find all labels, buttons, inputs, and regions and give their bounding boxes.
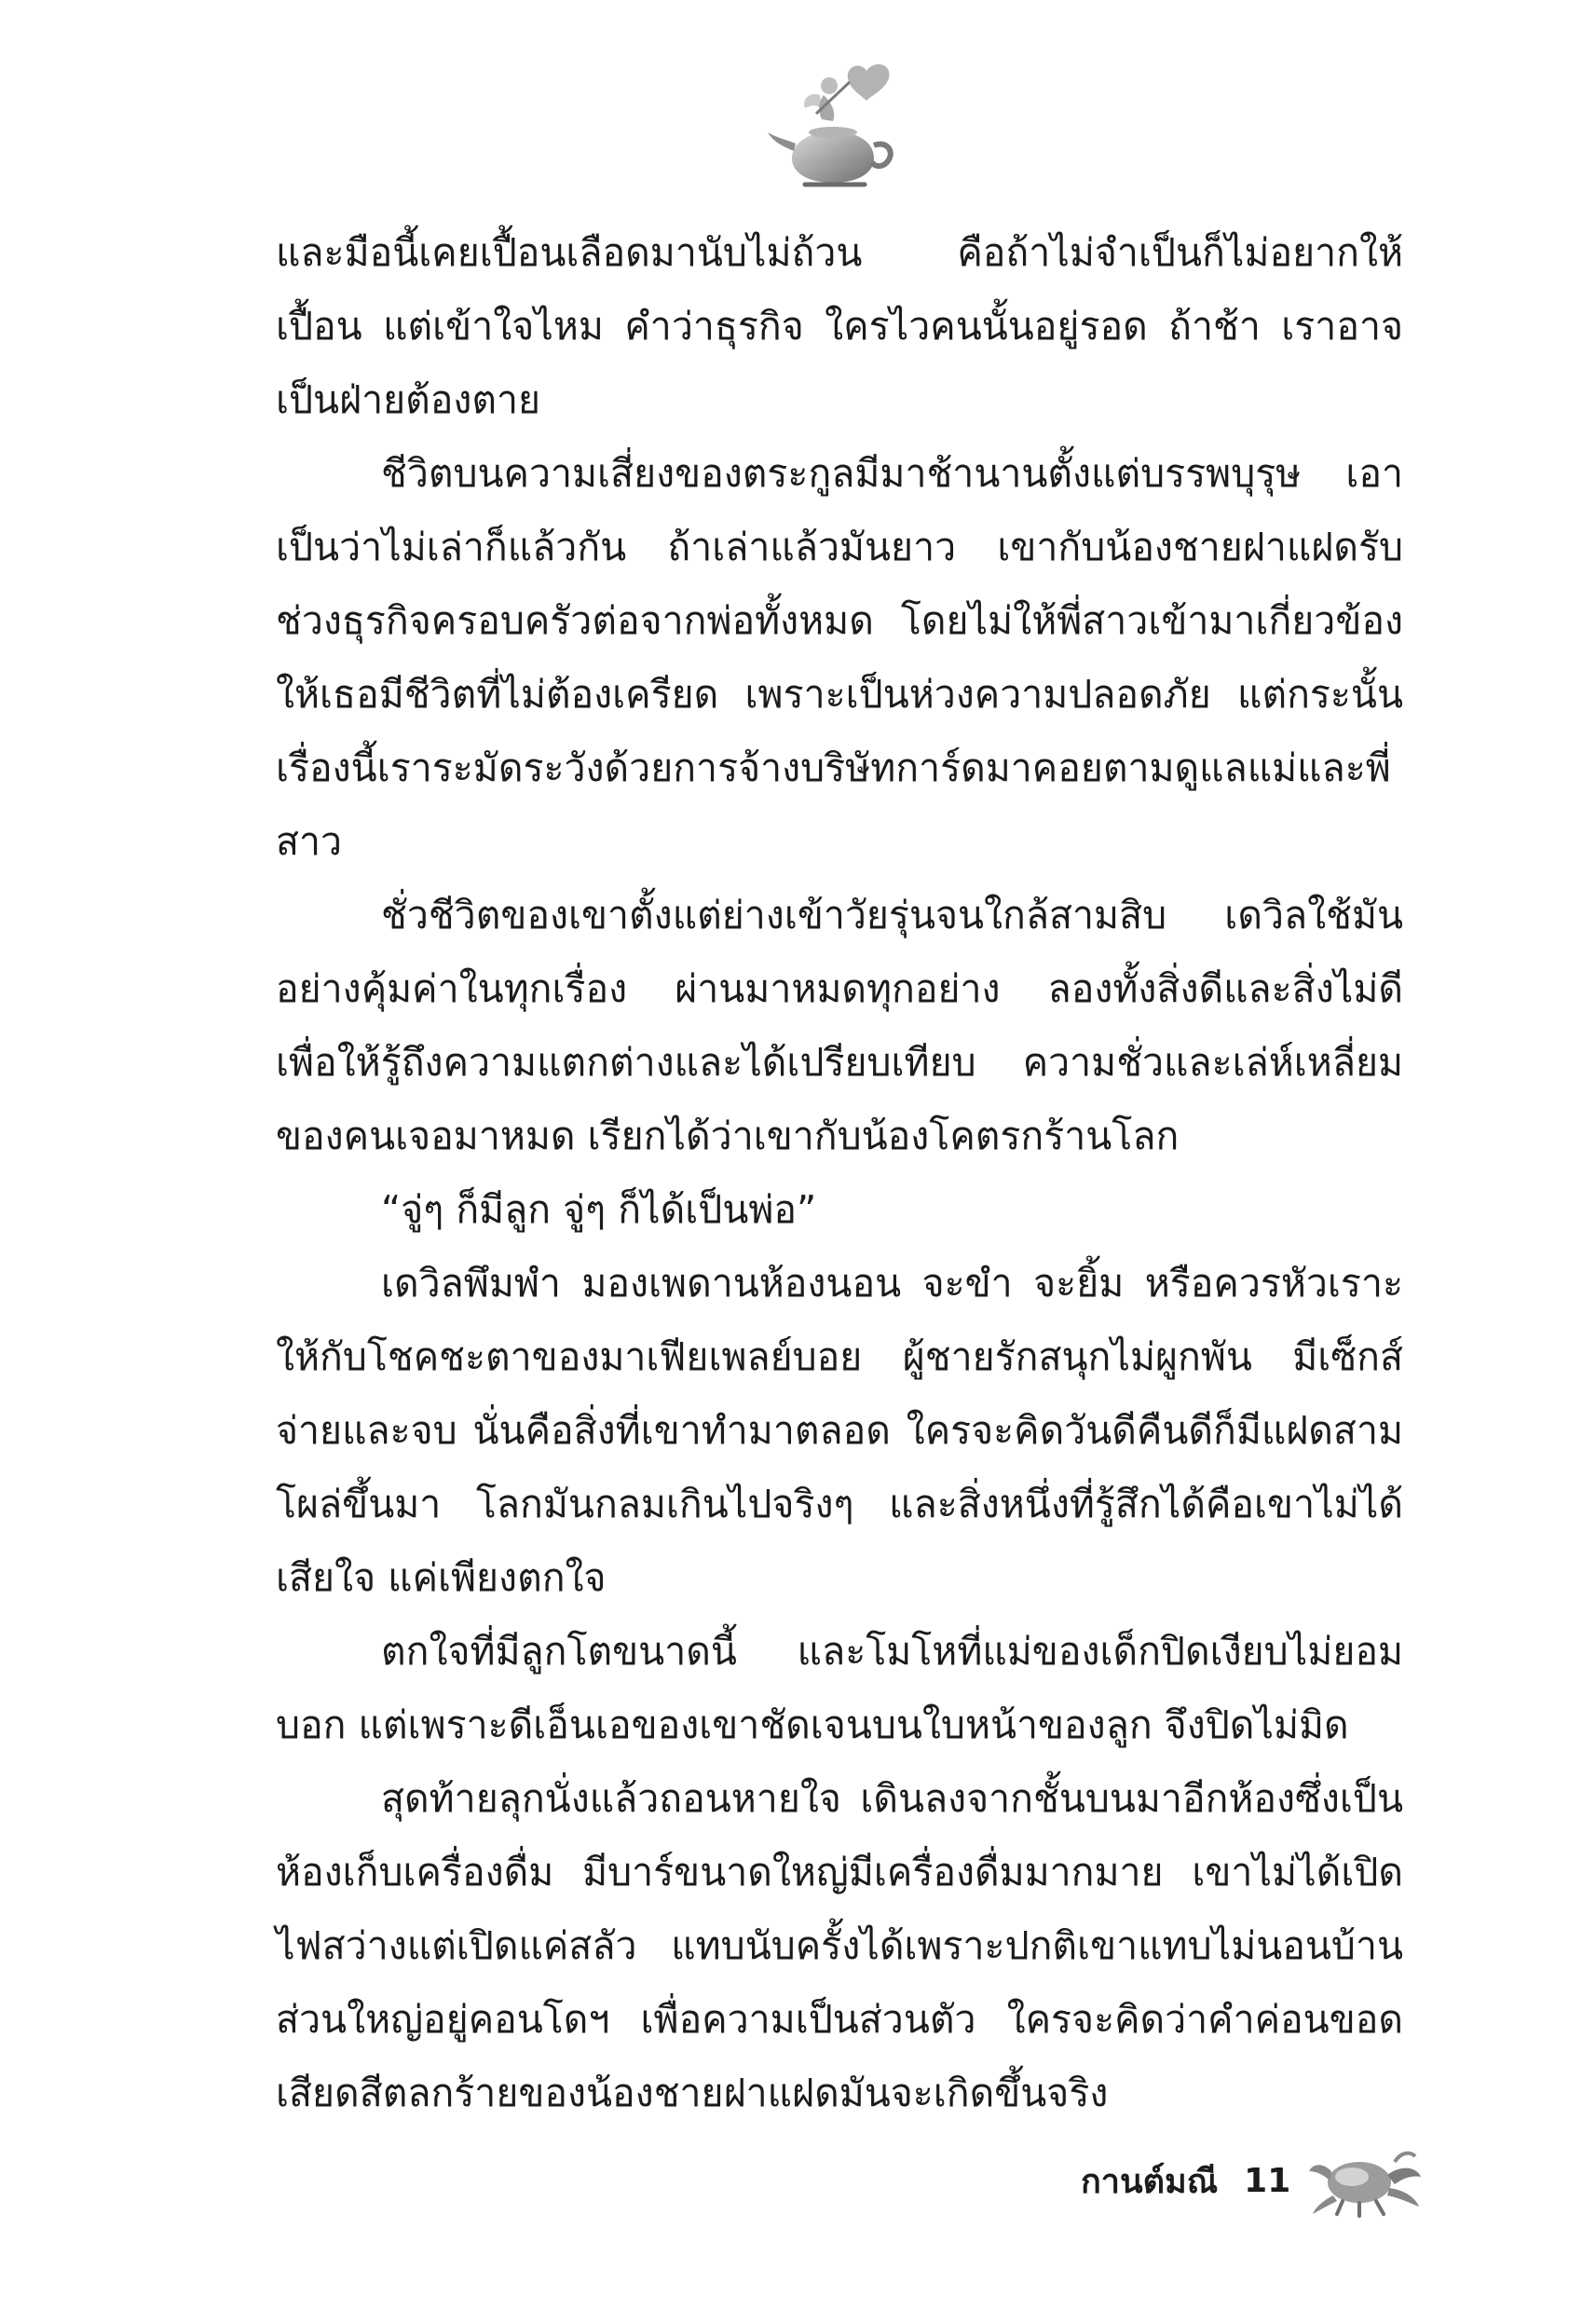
crab-ornament-icon (1305, 2143, 1426, 2218)
body-text (276, 216, 1403, 2130)
author-name: กานต์มณี (1081, 2162, 1219, 2201)
paragraph: เดวิลพึมพำ มองเพดานห้องนอน จะขำ จะยิ้ม หรือควรหัวเราะให้กับโชคชะตาของมาเฟียเพลย์บอย ผู้ชายรักสนุกไม่ผูกพัน มีเซ็กส์จ่ายและจบ นั่นคือสิ่งที่เขาทำมาตลอด ใครจะคิดวันดีคืนดีก็มีแฝดสามโผล่ขึ้นมา โลกมันกลมเกินไปจริงๆ และสิ่งหนึ่งที่รู้สึกได้คือเขาไม่ได้เสียใจ แค่เพียงตกใจ (276, 1261, 1403, 1600)
paragraph: ชั่วชีวิตของเขาตั้งแต่ย่างเข้าวัยรุ่นจนใกล้สามสิบ เดวิลใช้มันอย่างคุ้มค่าในทุกเรื่อง ผ่านมาหมดทุกอย่าง ลองทั้งสิ่งดีและสิ่งไม่ดี เพื่อให้รู้ถึงความแตกต่างและได้เปรียบเทียบ ความชั่วและเล่ห์เหลี่ยมของคนเจอมาหมด เรียกได้ว่าเขากับน้องโคตรกร้านโลก (276, 893, 1403, 1158)
paragraph: สุดท้ายลุกนั่งแล้วถอนหายใจ เดินลงจากชั้นบนมาอีกห้องซึ่งเป็นห้องเก็บเครื่องดื่ม มีบาร์ขนาดใหญ่มีเครื่องดื่มมากมาย เขาไม่ได้เปิดไฟสว่างแต่เปิดแค่สลัว แทบนับครั้งได้เพราะปกติเขาแทบไม่นอนบ้าน ส่วนใหญ่อยู่คอนโดฯ เพื่อความเป็นส่วนตัว ใครจะคิดว่าคำค่อนขอดเสียดสีตลกร้ายของน้องชายฝาแฝดมันจะเกิดขึ้นจริง (276, 1776, 1403, 2115)
dialogue-line: “จู่ๆ ก็มีลูก จู่ๆ ก็ได้เป็นพ่อ” (381, 1187, 817, 1232)
page-footer (1081, 2134, 1472, 2227)
paragraph: และมือนี้เคยเปื้อนเลือดมานับไม่ถ้วน คือถ้าไม่จำเป็นก็ไม่อยากให้เปื้อน แต่เข้าใจไหม คำว่าธุรกิจ ใครไวคนนั้นอยู่รอด ถ้าช้า เราอาจเป็นฝ่ายต้องตาย (276, 230, 1403, 422)
paragraph: ชีวิตบนความเสี่ยงของตระกูลมีมาช้านานตั้งแต่บรรพบุรุษ เอาเป็นว่าไม่เล่าก็แล้วกัน ถ้าเล่าแล้วมันยาว เขากับน้องชายฝาแฝดรับช่วงธุรกิจครอบครัวต่อจากพ่อทั้งหมด โดยไม่ให้พี่สาวเข้ามาเกี่ยวข้อง ให้เธอมีชีวิตที่ไม่ต้องเครียด เพราะเป็นห่วงความปลอดภัย แต่กระนั้นเรื่องนี้เราระมัดระวังด้วยการจ้างบริษัทการ์ดมาคอยตามดูแลแม่และพี่สาว (276, 451, 1403, 864)
page-number: 11 (1244, 2161, 1291, 2200)
paragraph: ตกใจที่มีลูกโตขนาดนี้ และโมโหที่แม่ของเด็กปิดเงียบไม่ยอมบอก แต่เพราะดีเอ็นเอของเขาชัดเจนบนใบหน้าของลูก จึงปิดไม่มิด (276, 1629, 1403, 1747)
cupid-teapot-icon (764, 54, 913, 203)
